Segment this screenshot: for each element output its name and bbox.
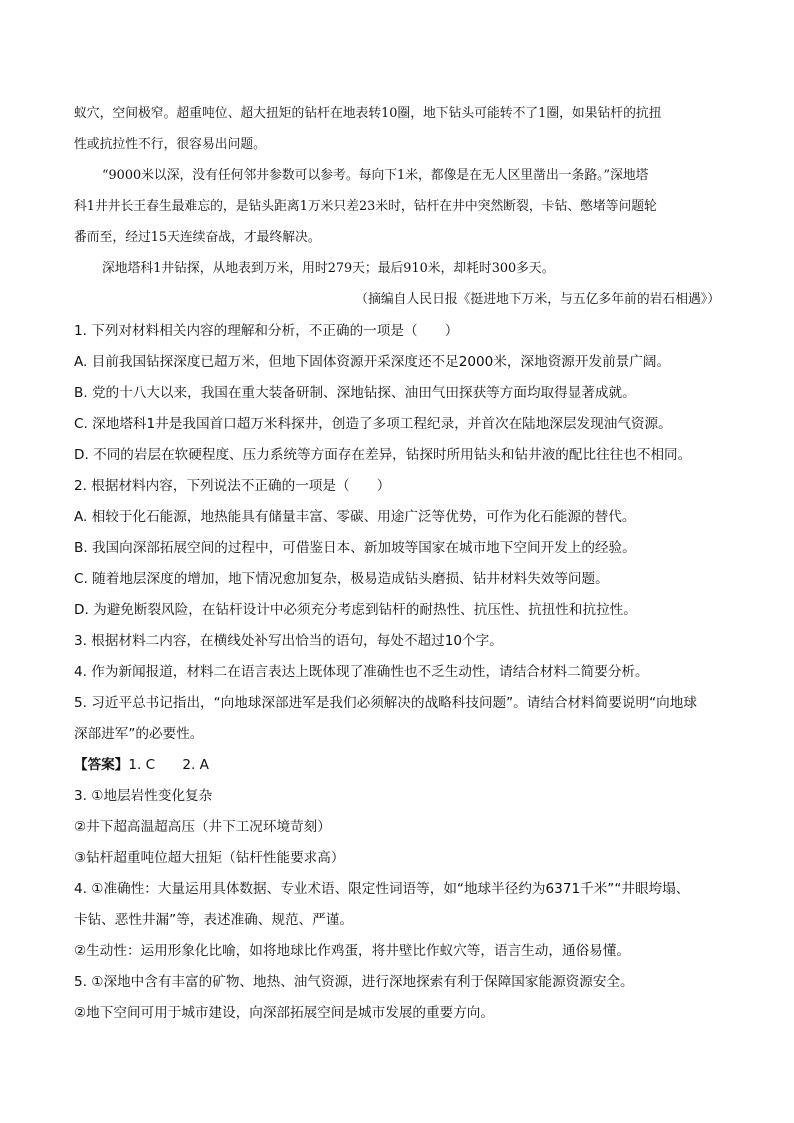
question-2-option-d: D. 为避免断裂风险，在钻杆设计中必须充分考虑到钻杆的耐热性、抗压性、抗扭性和抗拉性。: [74, 602, 637, 618]
question-3: 3. 根据材料二内容，在横线处补写出恰当的语句，每处不超过10个字。: [74, 633, 503, 649]
material-source: （摘编自人民日报《挺进地下万米，与五亿多年前的岩石相遇》）: [355, 292, 720, 307]
question-5: 5. 习近平总书记指出，“向地球深部进军是我们必须解决的战略科技问题”。请结合材料简要说明“向地球: [74, 695, 697, 711]
answer-choice: 1. C 2. A: [128, 757, 209, 773]
material-line: 性或抗拉性不行，很容易出问题。: [74, 137, 266, 152]
question-1-option-d: D. 不同的岩层在软硬程度、压力系统等方面存在差异，钻探时所用钻头和钻井液的配比往往也不相同。: [74, 447, 692, 463]
question-1-stem: 1. 下列对材料相关内容的理解和分析，不正确的一项是（ ）: [74, 323, 459, 339]
answer-line: 5. ①深地中含有丰富的矿物、地热、油气资源，进行深地探索有利于保障国家能源资源安全。: [74, 974, 634, 990]
material-line: 深地塔科1井钻探，从地表到万米，用时279天；最后910米，却耗时300多天。: [102, 261, 555, 276]
answer-line: ③钻杆超重吨位超大扭矩（钻杆性能要求高）: [74, 850, 345, 866]
question-1-option-a: A. 目前我国钻探深度已超万米，但地下固体资源开采深度还不足2000米，深地资源开发前景广阔。: [74, 354, 671, 370]
answer-line: ②生动性：运用形象化比喻，如将地球比作鸡蛋，将井壁比作蚁穴等，语言生动，通俗易懂。: [74, 943, 630, 959]
material-line: 蚁穴，空间极窄。超重吨位、超大扭矩的钻杆在地表转10圈，地下钻头可能转不了1圈，如果钻杆的抗扭: [74, 106, 662, 121]
answer-line: 3. ①地层岩性变化复杂: [74, 788, 213, 804]
question-1-option-b: B. 党的十八大以来，我国在重大装备研制、深地钻探、油田气田探获等方面均取得显著成就。: [74, 385, 636, 401]
material-line: “9000米以深，没有任何邻井参数可以参考。每向下1米，都像是在无人区里凿出一条路。”深地塔: [102, 168, 649, 183]
question-2-option-c: C. 随着地层深度的增加，地下情况愈加复杂，极易造成钻头磨损、钻井材料失效等问题。: [74, 571, 609, 587]
question-4: 4. 作为新闻报道，材料二在语言表达上既体现了准确性也不乏生动性，请结合材料二简要分析。: [74, 664, 649, 680]
question-2-option-a: A. 相较于化石能源，地热能具有储量丰富、零碳、用途广泛等优势，可作为化石能源的替代。: [74, 509, 636, 525]
answer-header: [74, 755, 209, 775]
question-5-cont: 深部进军”的必要性。: [74, 726, 204, 742]
answer-line: ②井下超高温超高压（井下工况环境苛刻）: [74, 819, 331, 835]
material-line: 番而至，经过15天连续奋战，才最终解决。: [74, 230, 321, 245]
answer-line: 4. ①准确性：大量运用具体数据、专业术语、限定性词语等，如“地球半径约为6371千米”“井眼垮塌、: [74, 881, 690, 897]
question-2-stem: 2. 根据材料内容，下列说法不正确的一项是（ ）: [74, 478, 391, 494]
question-2-option-b: B. 我国向深部拓展空间的过程中，可借鉴日本、新加坡等国家在城市地下空间开发上的经验。: [74, 540, 636, 556]
answer-line: 卡钻、恶性井漏”等，表述准确、规范、严谨。: [74, 912, 353, 928]
answer-tag: 【答案】: [74, 757, 129, 773]
answer-line: ②地下空间可用于城市建设，向深部拓展空间是城市发展的重要方向。: [74, 1005, 494, 1021]
question-1-option-c: C. 深地塔科1井是我国首口超万米科探井，创造了多项工程纪录，并首次在陆地深层发现油气资源。: [74, 416, 672, 432]
material-line: 科1井井长王春生最难忘的，是钻头距离1万米只差23米时，钻杆在井中突然断裂，卡钻、憋堵等问题轮: [74, 199, 657, 214]
